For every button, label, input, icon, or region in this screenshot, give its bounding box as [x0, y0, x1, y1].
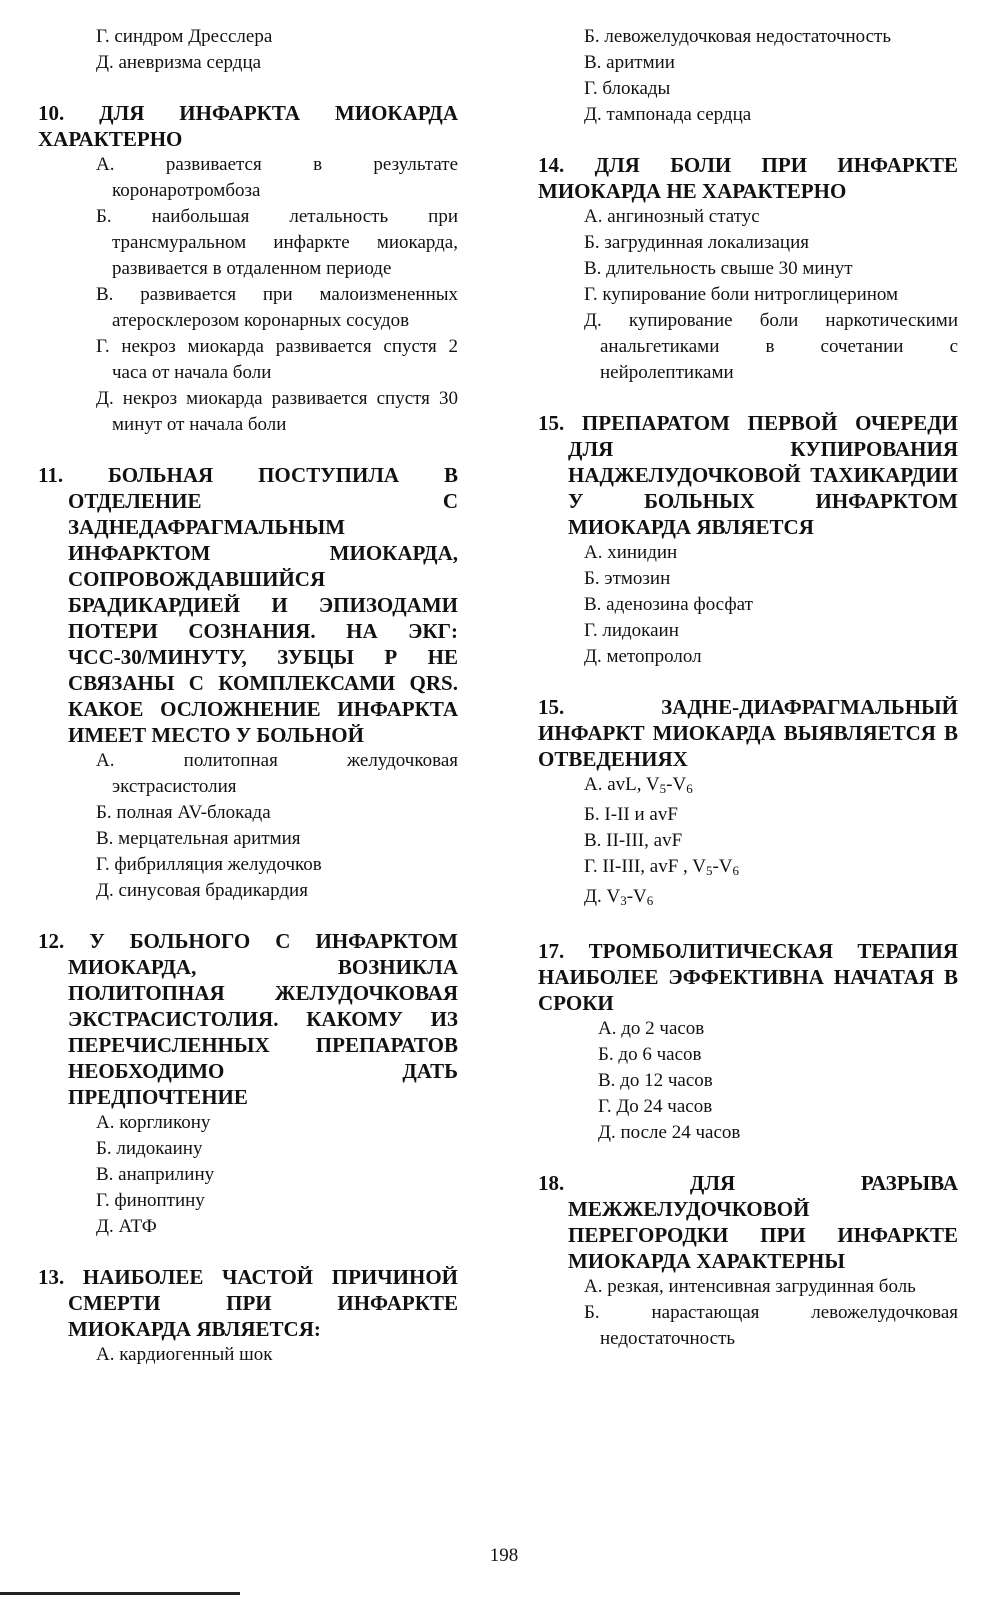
subscript: 6 — [732, 863, 739, 878]
option-text: Г. II-III, avF , V — [584, 856, 706, 877]
options-list — [538, 772, 958, 914]
answer-option: А. кардиогенный шок — [96, 1344, 273, 1365]
answer-option: В. длительность свыше 30 минут — [584, 258, 853, 279]
right-column — [538, 24, 958, 1376]
answer-option: Б. полная AV-блокада — [96, 802, 271, 823]
question-heading: 11. БОЛЬНАЯ ПОСТУПИЛА В ОТДЕЛЕНИЕ С ЗАДНЕДАФРАГМАЛЬНЫМ ИНФАРКТОМ МИОКАРДА, СОПРОВОЖДАВШИЙСЯ БРАДИКАРДИЕЙ И ЭПИЗОДАМИ ПОТЕРИ СОЗНАНИЯ. НА ЭКГ: ЧСС-30/МИНУТУ, ЗУБЦЫ Р НЕ СВЯЗАНЫ С КОМПЛЕКСАМИ QRS. КАКОЕ ОСЛОЖНЕНИЕ ИНФАРКТА ИМЕЕТ МЕСТО У БОЛЬНОЙ — [38, 463, 458, 747]
answer-option: Д. тампонада сердца — [584, 104, 752, 125]
question-heading: 12. У БОЛЬНОГО С ИНФАРКТОМ МИОКАРДА, ВОЗНИКЛА ПОЛИТОПНАЯ ЖЕЛУДОЧКОВАЯ ЭКСТРАСИСТОЛИЯ. КАКОМУ ИЗ ПЕРЕЧИСЛЕННЫХ ПРЕПАРАТОВ НЕОБХОДИМО ДАТЬ ПРЕДПОЧТЕНИЕ — [38, 929, 458, 1109]
answer-option: В. аритмии — [584, 52, 675, 73]
question-heading: 10. ДЛЯ ИНФАРКТА МИОКАРДА ХАРАКТЕРНО — [38, 101, 458, 151]
answer-option: А. до 2 часов — [598, 1018, 705, 1039]
question-18 — [538, 1170, 958, 1352]
answer-option: Г. купирование боли нитроглицерином — [584, 284, 899, 305]
answer-option: Б. нарастающая левожелудочковая недостаточность — [584, 1302, 958, 1349]
answer-option: Г. синдром Дресслера — [96, 26, 273, 47]
question-17 — [538, 938, 958, 1146]
subscript: 6 — [686, 781, 693, 796]
options-list — [38, 1342, 458, 1368]
question-heading: 15. ПРЕПАРАТОМ ПЕРВОЙ ОЧЕРЕДИ ДЛЯ КУПИРОВАНИЯ НАДЖЕЛУДОЧКОВОЙ ТАХИКАРДИИ У БОЛЬНЫХ ИНФАРКТОМ МИОКАРДА ЯВЛЯЕТСЯ — [538, 411, 958, 539]
options-list — [38, 1110, 458, 1240]
option-text: -V — [666, 774, 687, 795]
options-list — [538, 1274, 958, 1352]
options-list — [38, 152, 458, 438]
answer-option: Б. этмозин — [584, 568, 671, 589]
question-heading: 13. НАИБОЛЕЕ ЧАСТОЙ ПРИЧИНОЙ СМЕРТИ ПРИ ИНФАРКТЕ МИОКАРДА ЯВЛЯЕТСЯ: — [38, 1265, 458, 1341]
answer-option: Д. купирование боли наркотическими анальгетиками в сочетании с нейролептиками — [584, 310, 958, 383]
answer-option — [538, 884, 958, 914]
subscript: 5 — [659, 781, 667, 796]
subscript: 5 — [705, 863, 713, 878]
answer-option: А. резкая, интенсивная загрудинная боль — [584, 1276, 916, 1297]
question-12 — [38, 928, 458, 1240]
scan-edge-line — [0, 1592, 240, 1595]
question-heading: 18. ДЛЯ РАЗРЫВА МЕЖЖЕЛУДОЧКОВОЙ ПЕРЕГОРОДКИ ПРИ ИНФАРКТЕ МИОКАРДА ХАРАКТЕРНЫ — [538, 1171, 958, 1273]
answer-option: В. до 12 часов — [598, 1070, 713, 1091]
answer-option: В. мерцательная аритмия — [96, 828, 301, 849]
answer-option: Г. некроз миокарда развивается спустя 2 часа от начала боли — [96, 336, 458, 383]
question-15a — [538, 410, 958, 670]
subscript: 3 — [620, 893, 627, 908]
answer-option: Г. фибрилляция желудочков — [96, 854, 322, 875]
answer-option: В. анаприлину — [96, 1164, 215, 1185]
answer-option: Б. наибольшая летальность при трансмуральном инфаркте миокарда, развивается в отдаленном периоде — [96, 206, 458, 279]
options-list — [538, 540, 958, 670]
option-text: -V — [712, 856, 733, 877]
answer-option: Б. I-II и avF — [584, 804, 678, 825]
answer-option: Д. синусовая брадикардия — [96, 880, 308, 901]
answer-option: А. развивается в результате коронаротромбоза — [96, 154, 458, 201]
answer-option: Д. метопролол — [584, 646, 702, 667]
subscript: 6 — [646, 893, 654, 908]
answer-option: Д. некроз миокарда развивается спустя 30 минут от начала боли — [96, 388, 458, 435]
answer-option: Б. лидокаину — [96, 1138, 203, 1159]
options-list — [538, 1016, 958, 1146]
answer-option: Д. после 24 часов — [598, 1122, 741, 1143]
question-10 — [38, 100, 458, 438]
answer-option — [538, 854, 958, 884]
question-heading: 17. ТРОМБОЛИТИЧЕСКАЯ ТЕРАПИЯ НАИБОЛЕЕ ЭФФЕКТИВНА НАЧАТАЯ В СРОКИ — [538, 939, 958, 1015]
answer-option: Д. аневризма сердца — [96, 52, 262, 73]
option-text: А. avL, V — [584, 774, 660, 795]
answer-option: А. хинидин — [584, 542, 678, 563]
question-15b — [538, 694, 958, 914]
answer-option: Г. лидокаин — [584, 620, 679, 641]
answer-option: Г. финоптину — [96, 1190, 205, 1211]
answer-option: Г. До 24 часов — [598, 1096, 713, 1117]
options-list — [38, 24, 458, 76]
question-13-continued — [538, 24, 958, 128]
answer-option: В. развивается при малоизмененных атеросклерозом коронарных сосудов — [96, 284, 458, 331]
question-11 — [38, 462, 458, 904]
option-text: Д. V — [584, 886, 621, 907]
left-column — [38, 24, 458, 1392]
answer-option: А. коргликону — [96, 1112, 211, 1133]
question-14 — [538, 152, 958, 386]
answer-option: А. ангинозный статус — [584, 206, 760, 227]
answer-option: В. аденозина фосфат — [584, 594, 753, 615]
options-list — [538, 24, 958, 128]
answer-option: А. политопная желудочковая экстрасистолия — [96, 750, 458, 797]
page-number: 198 — [489, 1545, 519, 1566]
answer-option: Д. АТФ — [96, 1216, 157, 1237]
options-list — [38, 748, 458, 904]
question-heading: 14. ДЛЯ БОЛИ ПРИ ИНФАРКТЕ МИОКАРДА НЕ ХАРАКТЕРНО — [538, 153, 958, 203]
answer-option: Б. левожелудочковая недостаточность — [584, 26, 891, 47]
option-text: -V — [626, 886, 647, 907]
question-9-continued — [38, 24, 458, 76]
question-13 — [38, 1264, 458, 1368]
answer-option — [538, 772, 958, 802]
question-heading: 15. ЗАДНЕ-ДИАФРАГМАЛЬНЫЙ ИНФАРКТ МИОКАРДА ВЫЯВЛЯЕТСЯ В ОТВЕДЕНИЯХ — [538, 695, 958, 771]
answer-option: Б. до 6 часов — [598, 1044, 702, 1065]
answer-option: Б. загрудинная локализация — [584, 232, 809, 253]
answer-option: В. II-III, avF — [584, 830, 683, 851]
answer-option: Г. блокады — [584, 78, 671, 99]
options-list — [538, 204, 958, 386]
